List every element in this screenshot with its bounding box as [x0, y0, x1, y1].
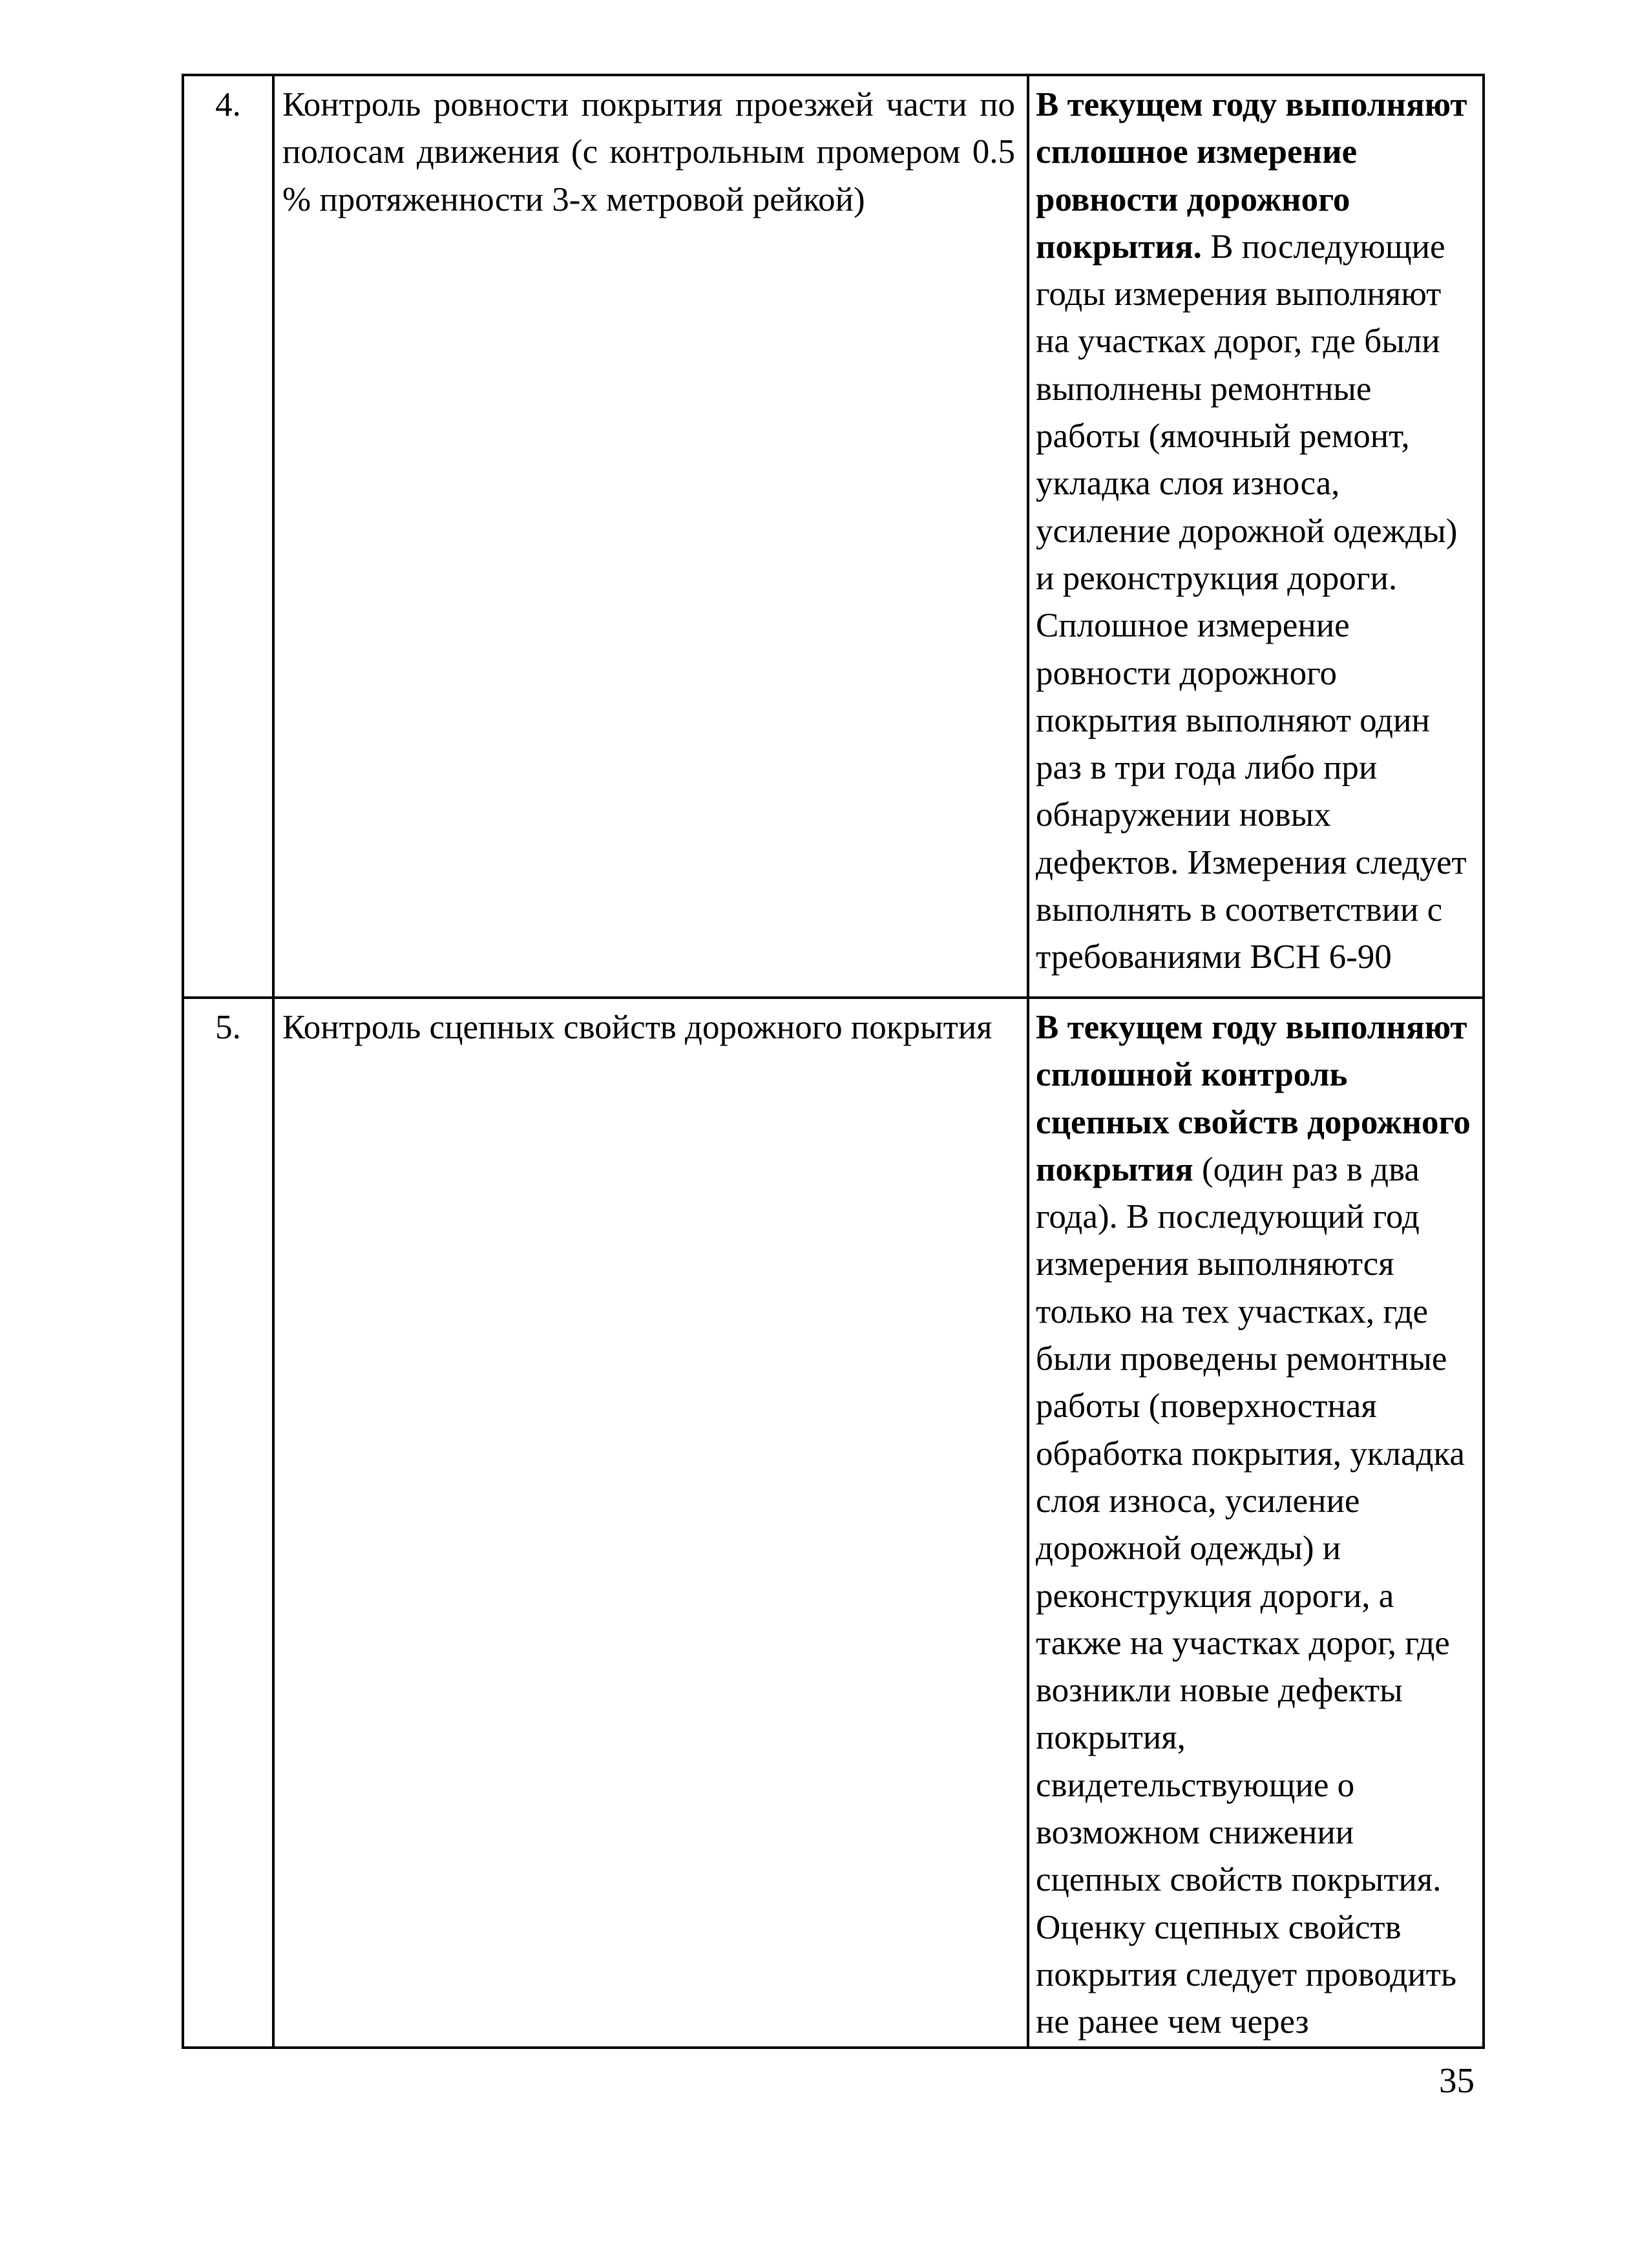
control-item-note — [1028, 75, 1484, 998]
table-row — [183, 998, 1484, 2048]
note-text: В последующие годы измерения выполняют на участках дорог, где были выполнены ремонтные работы (ямочный ремонт, укладка слоя износа, усиление дорожной одежды) и реконструкция дороги. Сплошное измерение ровности дорожного покрытия выполняют один раз в три года либо при обнаружении новых дефектов. Измерения следует выполнять в соответствии с требованиями ВСН 6-90 — [1036, 227, 1467, 976]
document-table — [182, 74, 1485, 2049]
note-emphasis: В текущем году выполняют сплошное измерение ровности дорожного покрытия. — [1036, 86, 1467, 266]
control-item-name: Контроль ровности покрытия проезжей части по полосам движения (с контрольным промером 0.5 % протяженности 3-х метровой рейкой) — [273, 75, 1028, 998]
row-number: 4. — [183, 75, 273, 998]
control-item-note — [1028, 998, 1484, 2048]
note-emphasis: В текущем году выполняют сплошной контроль сцепных свойств дорожного покрытия — [1036, 1009, 1471, 1188]
control-item-name: Контроль сцепных свойств дорожного покрытия — [273, 998, 1028, 2048]
page-number: 35 — [1439, 2061, 1475, 2100]
table-row — [183, 75, 1484, 998]
row-number: 5. — [183, 998, 273, 2048]
note-text: (один раз в два года). В последующий год измерения выполняются только на тех участках, где были проведены ремонтные работы (поверхностная обработка покрытия, укладка слоя износа, усиление дорожной одежды) и реконструкция дороги, а также на участках дорог, где возникли новые дефекты покрытия, свидетельствующие о возможном снижении сцепных свойств покрытия. Оценку сцепных свойств покрытия следует проводить не ранее чем через — [1036, 1150, 1465, 2041]
